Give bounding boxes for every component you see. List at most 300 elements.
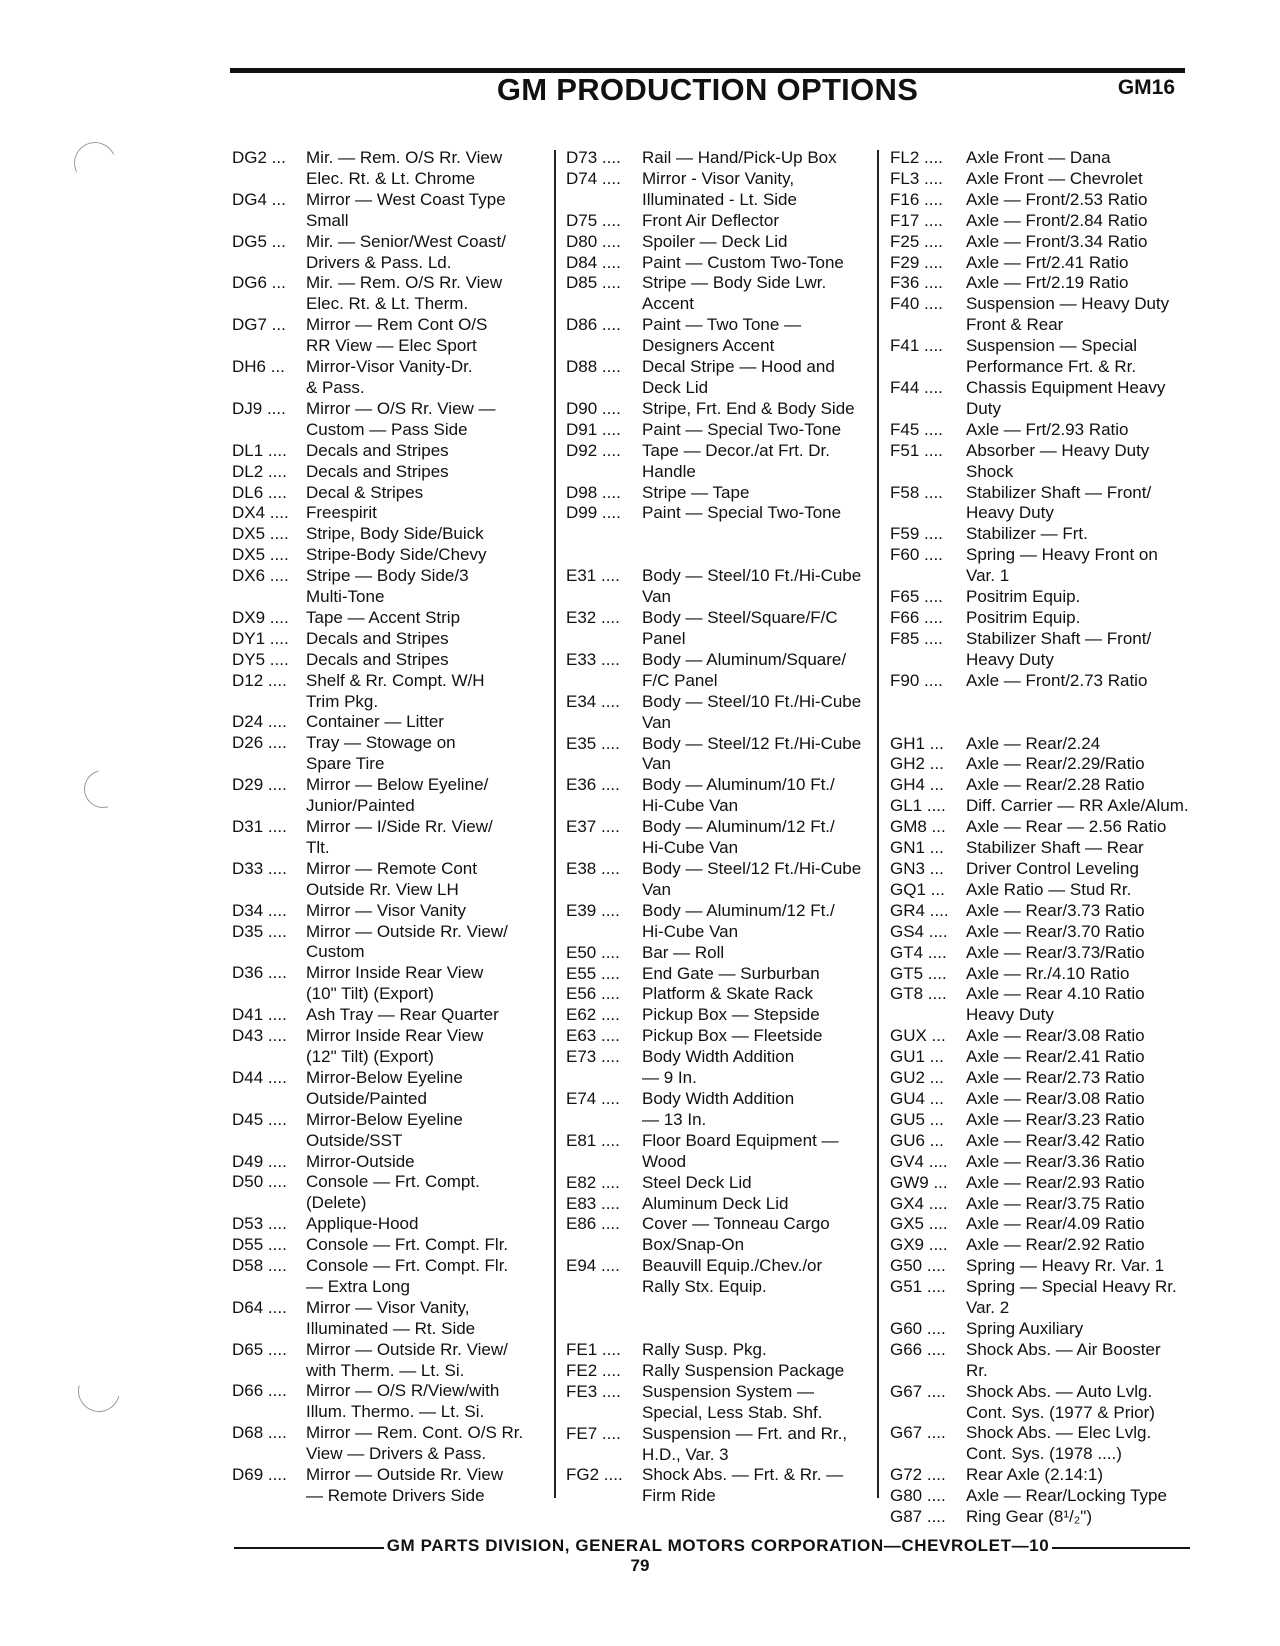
option-entry (890, 1507, 1220, 1528)
option-entry (890, 901, 1220, 922)
option-code: D85 .... (566, 273, 621, 293)
option-description: Rally Suspension Package (642, 1360, 845, 1380)
option-entry (232, 399, 542, 441)
option-description: Body — Steel/12 Ft./Hi-Cube Van (642, 859, 862, 899)
option-code: D92 .... (566, 440, 621, 460)
option-entry (890, 1173, 1220, 1194)
option-entry (890, 148, 1220, 169)
option-description: Stabilizer Shaft — Rear (966, 838, 1144, 858)
option-description: Axle — Rear/3.42 Ratio (966, 1130, 1145, 1150)
option-description: Paint — Custom Two-Tone (642, 252, 844, 272)
option-entry (566, 734, 866, 776)
option-entry (232, 190, 542, 232)
option-code: E32 .... (566, 608, 620, 628)
option-description: Mirror — Outside Rr. View — Remote Drivers Side (306, 1465, 504, 1505)
option-description: Mirror-Visor Vanity-Dr. & Pass. (306, 357, 473, 397)
hole-punch-mark (77, 763, 129, 815)
option-code: G67 .... (890, 1381, 946, 1401)
option-description: Decals and Stripes (306, 628, 449, 648)
option-description: Mirror — Remote Cont Outside Rr. View LH (306, 858, 477, 899)
option-code: D50 .... (232, 1172, 287, 1192)
option-code: DH6 ... (232, 357, 285, 377)
option-entry (232, 817, 542, 859)
option-code: F36 .... (890, 273, 943, 293)
option-entry (232, 1298, 542, 1340)
option-entry (890, 629, 1220, 671)
option-description: Axle — Rear/3.73 Ratio (966, 900, 1145, 920)
option-code: D34 .... (232, 900, 287, 920)
option-code: FG2 .... (566, 1465, 623, 1485)
option-code: GW9 ... (890, 1172, 948, 1192)
option-description: Rally Susp. Pkg. (642, 1340, 767, 1360)
option-entry (890, 211, 1220, 232)
option-code: D31 .... (232, 817, 287, 836)
option-entry (566, 420, 866, 441)
option-code: E83 .... (566, 1193, 620, 1213)
option-description: Decal & Stripes (306, 482, 424, 502)
option-code: GT4 .... (890, 942, 947, 962)
section-code: GM16 (1117, 76, 1175, 99)
option-code: G51 .... (890, 1277, 946, 1297)
option-code: DX4 .... (232, 503, 289, 523)
option-entry (232, 922, 542, 964)
option-code: D35 .... (232, 921, 287, 941)
option-entry (890, 1047, 1220, 1068)
option-code: E36 .... (566, 775, 620, 795)
option-entry (566, 1382, 866, 1424)
option-entry (890, 608, 1220, 629)
option-entry (232, 608, 542, 629)
option-code: D58 .... (232, 1256, 287, 1276)
option-code: D36 .... (232, 963, 287, 983)
option-code: DG2 ... (232, 148, 286, 167)
option-code: E94 .... (566, 1256, 620, 1276)
option-code: E38 .... (566, 859, 620, 878)
option-entry (232, 1340, 542, 1382)
option-description: Shock Abs. — Elec Lvlg. Cont. Sys. (1978 ....) (966, 1423, 1152, 1464)
option-description: Body — Aluminum/12 Ft./ Hi-Cube Van (642, 817, 835, 858)
option-description: Mirror — Outside Rr. View/ Custom (306, 921, 508, 962)
option-entry (890, 984, 1220, 1026)
option-entry (890, 1068, 1220, 1089)
option-description: Diff. Carrier — RR Axle/Alum. (966, 796, 1189, 816)
option-description: Body — Aluminum/Square/ F/C Panel (642, 649, 847, 690)
option-description: Axle — Rear/2.73 Ratio (966, 1068, 1145, 1088)
option-code: F16 .... (890, 189, 943, 209)
option-description: Axle — Rear/2.28 Ratio (966, 775, 1145, 795)
option-description: Ash Tray — Rear Quarter (306, 1005, 499, 1025)
option-entry (566, 1424, 866, 1466)
option-entry (566, 901, 866, 943)
option-entry (566, 503, 866, 524)
option-code: FE7 .... (566, 1423, 621, 1443)
option-description: Mirror - Visor Vanity, Illuminated - Lt. Side (642, 168, 797, 209)
option-entry (890, 1089, 1220, 1110)
option-entry (890, 273, 1220, 294)
option-description: Axle — Rear 4.10 Ratio Heavy Duty (966, 984, 1145, 1025)
option-entry (890, 1110, 1220, 1131)
option-code: D74 .... (566, 168, 621, 188)
option-code: D41 .... (232, 1005, 287, 1025)
option-code: D53 .... (232, 1214, 287, 1234)
option-entry (890, 1131, 1220, 1152)
option-description: Console — Frt. Compt. Flr. (306, 1235, 509, 1255)
option-code: D98 .... (566, 482, 621, 502)
page-number: 79 (630, 1556, 650, 1575)
option-entry (566, 232, 866, 253)
option-entry (890, 378, 1220, 420)
option-description: Axle — Rear/3.36 Ratio (966, 1151, 1145, 1171)
option-entry (890, 420, 1220, 441)
option-code: D26 .... (232, 733, 287, 753)
option-description: Body — Aluminum/12 Ft./ Hi-Cube Van (642, 900, 835, 941)
option-entry (566, 1194, 866, 1215)
option-code: F58 .... (890, 482, 943, 502)
option-description: Mirror — West Coast Type Small (306, 189, 506, 230)
option-code: DY5 .... (232, 649, 289, 669)
option-code: F59 .... (890, 524, 943, 544)
option-description: Suspension — Special Performance Frt. & Rr. (966, 336, 1138, 377)
option-code: D65 .... (232, 1339, 287, 1359)
options-column-1 (232, 148, 542, 1507)
option-entry (566, 315, 866, 357)
option-description: Stripe — Tape (642, 482, 750, 502)
footer-rule-right (1052, 1547, 1190, 1549)
option-description: Mirror — Rem. Cont. O/S Rr. View — Drivers & Pass. (306, 1423, 524, 1464)
option-code: D69 .... (232, 1465, 287, 1485)
option-description: Rear Axle (2.14:1) (966, 1465, 1104, 1485)
option-description: Front Air Deflector (642, 210, 779, 230)
option-description: Console — Frt. Compt. Flr. — Extra Long (306, 1256, 509, 1296)
option-code: D86 .... (566, 315, 621, 335)
option-description: Decals and Stripes (306, 649, 449, 669)
option-code: GUX ... (890, 1026, 946, 1046)
option-code: FE1 .... (566, 1340, 621, 1360)
option-entry (566, 775, 866, 817)
option-code: FL3 .... (890, 168, 943, 188)
option-description: Body — Steel/10 Ft./Hi-Cube Van (642, 566, 862, 607)
option-description: Spring — Heavy Front on Var. 1 (966, 545, 1158, 586)
option-entry (890, 754, 1220, 775)
option-entry (890, 859, 1220, 880)
option-entry (232, 712, 542, 733)
option-description: Axle — Rear/2.92 Ratio (966, 1235, 1145, 1255)
option-entry (232, 566, 542, 608)
option-entry (890, 483, 1220, 525)
option-entry (890, 1340, 1220, 1382)
option-code: GU5 ... (890, 1109, 944, 1129)
option-description: Axle — Rear/3.08 Ratio (966, 1088, 1145, 1108)
option-entry (566, 148, 866, 169)
option-entry (232, 1381, 542, 1423)
option-entry (890, 775, 1220, 796)
option-entry (890, 880, 1220, 901)
option-code: GH1 ... (890, 733, 944, 753)
option-entry (566, 1089, 866, 1131)
option-code: E74 .... (566, 1088, 620, 1108)
option-code: E82 .... (566, 1172, 620, 1192)
option-code: D80 .... (566, 231, 621, 251)
option-code: D99 .... (566, 503, 621, 523)
options-column-3 (890, 148, 1220, 1528)
option-entry (566, 273, 866, 315)
option-entry (566, 1256, 866, 1298)
option-entry (890, 1423, 1220, 1465)
option-description: Axle — Rear/3.73/Ratio (966, 942, 1145, 962)
option-code: GU1 ... (890, 1047, 944, 1067)
option-description: Axle — Rear/2.24 (966, 733, 1101, 753)
option-entry (890, 169, 1220, 190)
option-entry (566, 943, 866, 964)
option-code: E55 .... (566, 963, 620, 983)
option-description: Suspension — Heavy Duty Front & Rear (966, 294, 1170, 335)
option-code: GU6 ... (890, 1130, 944, 1150)
option-description: Mirror Inside Rear View (10" Tilt) (Export) (306, 963, 484, 1004)
option-description: Axle — Rear/3.70 Ratio (966, 921, 1145, 941)
option-description: Positrim Equip. (966, 607, 1081, 627)
option-code: DY1 .... (232, 628, 289, 648)
option-description: Axle Front — Dana (966, 148, 1111, 167)
option-description: Paint — Special Two-Tone (642, 503, 842, 523)
option-entry (890, 441, 1220, 483)
option-code: D84 .... (566, 252, 621, 272)
option-entry (890, 1382, 1220, 1424)
option-description: Axle — Rear/Locking Type (966, 1486, 1167, 1506)
option-entry (566, 441, 866, 483)
option-description: Mirror — O/S Rr. View — Custom — Pass Side (306, 398, 496, 439)
option-entry (566, 1026, 866, 1047)
option-entry (566, 1340, 866, 1361)
option-code: D33 .... (232, 858, 287, 878)
option-description: Axle — Rear/2.41 Ratio (966, 1047, 1145, 1067)
options-column-2 (566, 148, 866, 1507)
option-description: Stripe — Body Side Lwr. Accent (642, 273, 827, 314)
option-description: Cover — Tonneau Cargo Box/Snap-On (642, 1214, 830, 1255)
option-description: Mir. — Rem. O/S Rr. View Elec. Rt. & Lt. Therm. (306, 273, 503, 314)
option-code: DG4 ... (232, 189, 286, 209)
option-code: DL6 .... (232, 482, 287, 502)
option-code: GM8 ... (890, 817, 946, 837)
option-code: E73 .... (566, 1047, 620, 1067)
option-entry (232, 1172, 542, 1214)
option-code: FE2 .... (566, 1360, 621, 1380)
option-entry (566, 399, 866, 420)
option-code: E63 .... (566, 1026, 620, 1046)
option-entry (232, 524, 542, 545)
option-entry (566, 692, 866, 734)
option-description: Axle — Frt/2.93 Ratio (966, 419, 1129, 439)
option-description: Axle — Front/3.34 Ratio (966, 231, 1148, 251)
hole-punch-mark (68, 136, 122, 190)
option-description: Ring Gear (8¹/₂") (966, 1507, 1092, 1527)
option-code: E35 .... (566, 733, 620, 753)
option-code: E62 .... (566, 1005, 620, 1025)
option-code: F60 .... (890, 545, 943, 565)
option-description: Mir. — Rem. O/S Rr. View Elec. Rt. & Lt. Chrome (306, 148, 503, 188)
option-description: Axle — Rr./4.10 Ratio (966, 963, 1130, 983)
option-description: Aluminum Deck Lid (642, 1193, 789, 1213)
option-code: DG5 ... (232, 231, 286, 251)
option-entry (232, 1235, 542, 1256)
option-entry (566, 1214, 866, 1256)
option-entry (566, 169, 866, 211)
option-code: E39 .... (566, 900, 620, 920)
option-description: Console — Frt. Compt. (Delete) (306, 1172, 480, 1213)
option-code: F29 .... (890, 252, 943, 272)
option-description: Decals and Stripes (306, 461, 449, 481)
option-description: Axle — Front/2.53 Ratio (966, 189, 1148, 209)
option-entry (890, 943, 1220, 964)
option-description: Positrim Equip. (966, 587, 1081, 607)
option-description: Applique-Hood (306, 1214, 419, 1234)
option-description: Spring — Special Heavy Rr. Var. 2 (966, 1277, 1177, 1318)
option-code: D73 .... (566, 148, 621, 167)
option-description: Floor Board Equipment — Wood (642, 1130, 839, 1171)
option-code: E33 .... (566, 649, 620, 669)
option-code: D75 .... (566, 210, 621, 230)
option-description: Pickup Box — Stepside (642, 1005, 820, 1025)
option-entry (566, 608, 866, 650)
option-code: D45 .... (232, 1109, 287, 1129)
option-entry (890, 1465, 1220, 1486)
option-code: E56 .... (566, 984, 620, 1004)
option-code: E86 .... (566, 1214, 620, 1234)
option-code: GH4 ... (890, 775, 944, 795)
option-code: G67 .... (890, 1423, 946, 1443)
option-code: GV4 .... (890, 1151, 948, 1171)
option-entry (232, 483, 542, 504)
option-description: Tape — Accent Strip (306, 607, 461, 627)
option-entry (232, 650, 542, 671)
option-description: Mirror — I/Side Rr. View/ Tlt. (306, 817, 493, 857)
option-description: Shelf & Rr. Compt. W/H Trim Pkg. (306, 670, 485, 711)
option-code: G66 .... (890, 1339, 946, 1359)
option-description: Spring Auxiliary (966, 1318, 1084, 1338)
option-entry (232, 1423, 542, 1465)
option-description: Rail — Hand/Pick-Up Box (642, 148, 837, 167)
option-code: G60 .... (890, 1318, 946, 1338)
option-description: Tape — Decor./at Frt. Dr. Handle (642, 440, 831, 481)
option-code: GQ1 ... (890, 879, 945, 899)
option-code: D24 .... (232, 712, 287, 732)
section-gap (890, 692, 1220, 734)
option-code: D91 .... (566, 419, 621, 439)
option-description: Axle — Rear/3.23 Ratio (966, 1109, 1145, 1129)
option-description: Mir. — Senior/West Coast/ Drivers & Pass. Ld. (306, 231, 506, 272)
section-gap (566, 1298, 866, 1340)
option-code: D43 .... (232, 1026, 287, 1046)
option-code: GN1 ... (890, 838, 944, 858)
option-description: Body — Steel/10 Ft./Hi-Cube Van (642, 691, 862, 732)
option-entry (890, 336, 1220, 378)
option-description: Mirror — Outside Rr. View/ with Therm. — Lt. Si. (306, 1339, 508, 1380)
option-description: Axle — Rear/3.08 Ratio (966, 1026, 1145, 1046)
option-code: F66 .... (890, 607, 943, 627)
option-description: Body — Steel/12 Ft./Hi-Cube Van (642, 733, 862, 774)
option-description: Axle — Frt/2.19 Ratio (966, 273, 1129, 293)
option-description: Stripe, Body Side/Buick (306, 524, 484, 544)
option-entry (566, 650, 866, 692)
option-entry (232, 462, 542, 483)
option-entry (566, 817, 866, 859)
option-code: F90 .... (890, 670, 943, 690)
option-description: Stripe — Body Side/3 Multi-Tone (306, 566, 469, 607)
option-description: Steel Deck Lid (642, 1172, 752, 1192)
option-description: Decal Stripe — Hood and Deck Lid (642, 357, 835, 397)
page-title: GM PRODUCTION OPTIONS (496, 72, 919, 107)
option-entry (890, 1486, 1220, 1507)
option-code: G50 .... (890, 1256, 946, 1276)
option-entry (232, 671, 542, 713)
option-entry (232, 1110, 542, 1152)
option-description: Axle — Rear/2.29/Ratio (966, 754, 1145, 774)
option-code: D55 .... (232, 1235, 287, 1255)
option-entry (566, 859, 866, 901)
hole-punch-mark (70, 1362, 127, 1419)
option-code: D12 .... (232, 670, 287, 690)
section-gap (566, 524, 866, 566)
option-code: GX5 .... (890, 1214, 948, 1234)
option-entry (890, 838, 1220, 859)
option-code: GN3 ... (890, 859, 944, 878)
option-code: D66 .... (232, 1381, 287, 1401)
option-description: Axle — Frt/2.41 Ratio (966, 252, 1129, 272)
option-code: F51 .... (890, 440, 943, 460)
option-entry (890, 796, 1220, 817)
option-code: DX6 .... (232, 566, 289, 586)
option-code: E50 .... (566, 942, 620, 962)
option-entry (890, 253, 1220, 274)
option-code: GX4 .... (890, 1193, 948, 1213)
option-entry (890, 734, 1220, 755)
option-entry (566, 357, 866, 399)
option-entry (566, 1173, 866, 1194)
option-description: Axle — Rear/2.93 Ratio (966, 1172, 1145, 1192)
option-description: Paint — Special Two-Tone (642, 419, 842, 439)
option-entry (232, 1465, 542, 1507)
option-code: D90 .... (566, 398, 621, 418)
option-entry (232, 441, 542, 462)
option-description: Axle — Front/2.73 Ratio (966, 670, 1148, 690)
option-description: Shock Abs. — Auto Lvlg. Cont. Sys. (1977 & Prior) (966, 1381, 1155, 1422)
column-divider (877, 150, 879, 1498)
option-entry (232, 1214, 542, 1235)
option-description: Mirror — Below Eyeline/ Junior/Painted (306, 775, 489, 816)
option-entry (566, 1047, 866, 1089)
option-entry (890, 817, 1220, 838)
option-code: E31 .... (566, 566, 620, 586)
option-description: Axle — Front/2.84 Ratio (966, 210, 1148, 230)
option-description: Body Width Addition — 13 In. (642, 1088, 795, 1129)
option-entry (890, 524, 1220, 545)
option-code: F17 .... (890, 210, 943, 230)
option-entry (232, 963, 542, 1005)
option-entry (232, 503, 542, 524)
option-code: GX9 .... (890, 1235, 948, 1255)
option-entry (890, 545, 1220, 587)
option-entry (566, 964, 866, 985)
option-code: GS4 .... (890, 921, 948, 941)
option-entry (566, 984, 866, 1005)
option-code: DL1 .... (232, 440, 287, 460)
column-divider (554, 150, 556, 1498)
option-entry (232, 775, 542, 817)
option-code: DX5 .... (232, 545, 289, 565)
option-entry (890, 587, 1220, 608)
option-entry (890, 294, 1220, 336)
option-code: F65 .... (890, 587, 943, 607)
option-code: D64 .... (232, 1297, 287, 1317)
